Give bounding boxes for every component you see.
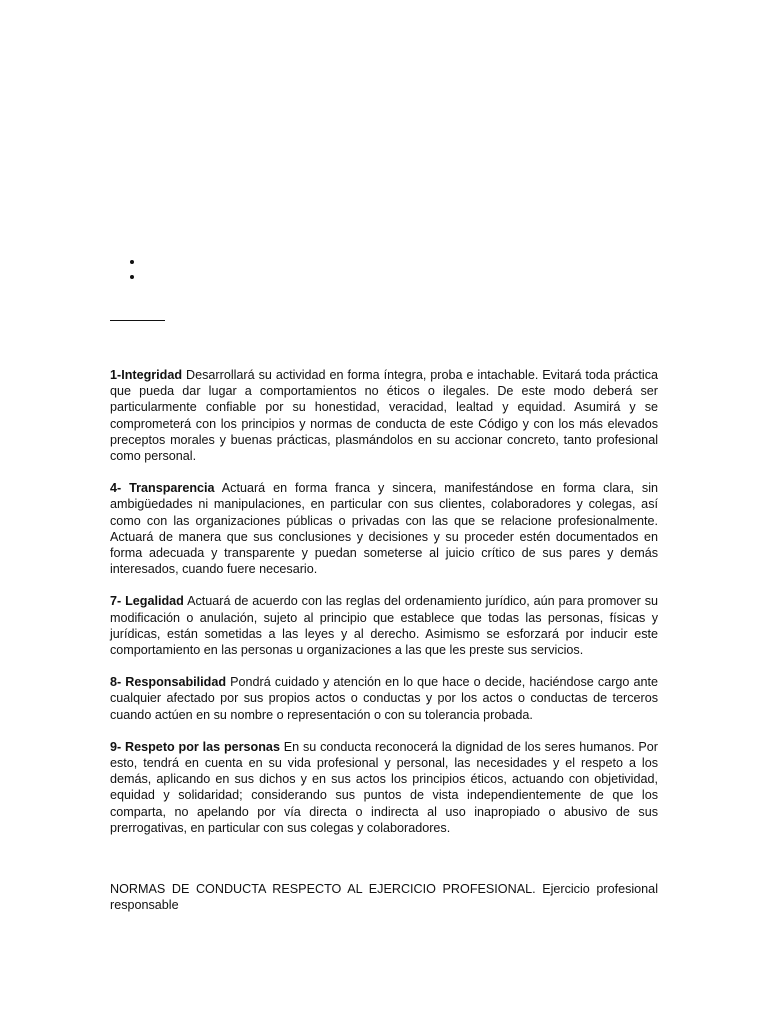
section-heading: 1-Integridad: [110, 368, 183, 382]
section-body: En su conducta reconocerá la dignidad de los seres humanos. Por esto, tendrá en cuenta en su vida profesional y personal, las necesidades y el respeto a los demás, aplicando en sus dichos y en sus actos los principios éticos, actuando con objetividad, equidad y solidaridad; considerando sus puntos de vista independientemente de que los comparta, no apelando por vía directa o indirecta al uso inapropiado o abusivo de sus prerrogativas, en particular con sus colegas y colaboradores.: [110, 739, 659, 835]
section-integridad: [110, 367, 658, 464]
horizontal-rule: [110, 320, 165, 321]
section-heading: 4- Transparencia: [110, 481, 215, 496]
norms-heading: NORMAS DE CONDUCTA RESPECTO AL EJERCICIO PROFESIONAL. Ejercicio profesional responsable: [110, 882, 658, 913]
section-body: Pondrá cuidado y atención en lo que hace o decide, haciéndose cargo ante cualquier afectado por sus propios actos o conductas y por los actos o conductas de terceros cuando actúen en su nombre o representación o con su tolerancia probada.: [110, 675, 658, 722]
section-transparencia: [110, 480, 658, 577]
bullet-dot: [130, 260, 134, 264]
section-heading: 7- Legalidad: [110, 594, 184, 609]
section-legalidad: [110, 593, 658, 658]
document-body: [110, 367, 658, 836]
bullet-list: [130, 260, 134, 290]
section-body: Actuará en forma franca y sincera, manifestándose en forma clara, sin ambigüedades ni manipulaciones, en particular con sus clientes, colaboradores y colegas, así como con las organizaciones públicas o privadas con las que se relacione profesionalmente. Actuará de manera que sus conclusiones y decisiones y su proceder estén documentados en forma adecuada y transparente y puedan someterse al juicio crítico de sus pares y demás interesados, cuando fuere necesario.: [110, 481, 658, 577]
section-respeto: [110, 739, 658, 836]
section-body: Actuará de acuerdo con las reglas del ordenamiento jurídico, aún para promover su modificación o anulación, sujeto al principio que establece que todas las personas, físicas y jurídicas, están sometidas a las leyes y al derecho. Asimismo se esforzará por inducir este comportamiento en las personas u organizaciones a las que les preste sus servicios.: [110, 594, 658, 658]
section-heading: 8- Responsabilidad: [110, 675, 227, 690]
section-responsabilidad: [110, 674, 658, 723]
bullet-dot: [130, 275, 134, 279]
section-heading: 9- Respeto por las personas: [110, 739, 280, 754]
section-body: Desarrollará su actividad en forma íntegra, proba e intachable. Evitará toda práctica que pueda dar lugar a comportamientos no éticos o ilegales. De este modo deberá ser particularmente confiable por su honestidad, veracidad, lealtad y equidad. Asumirá y se comprometerá con los principios y normas de conducta de este Código y con los más elevados preceptos morales y buenas prácticas, plasmándolos en su accionar concreto, tanto profesional como personal.: [110, 368, 658, 464]
